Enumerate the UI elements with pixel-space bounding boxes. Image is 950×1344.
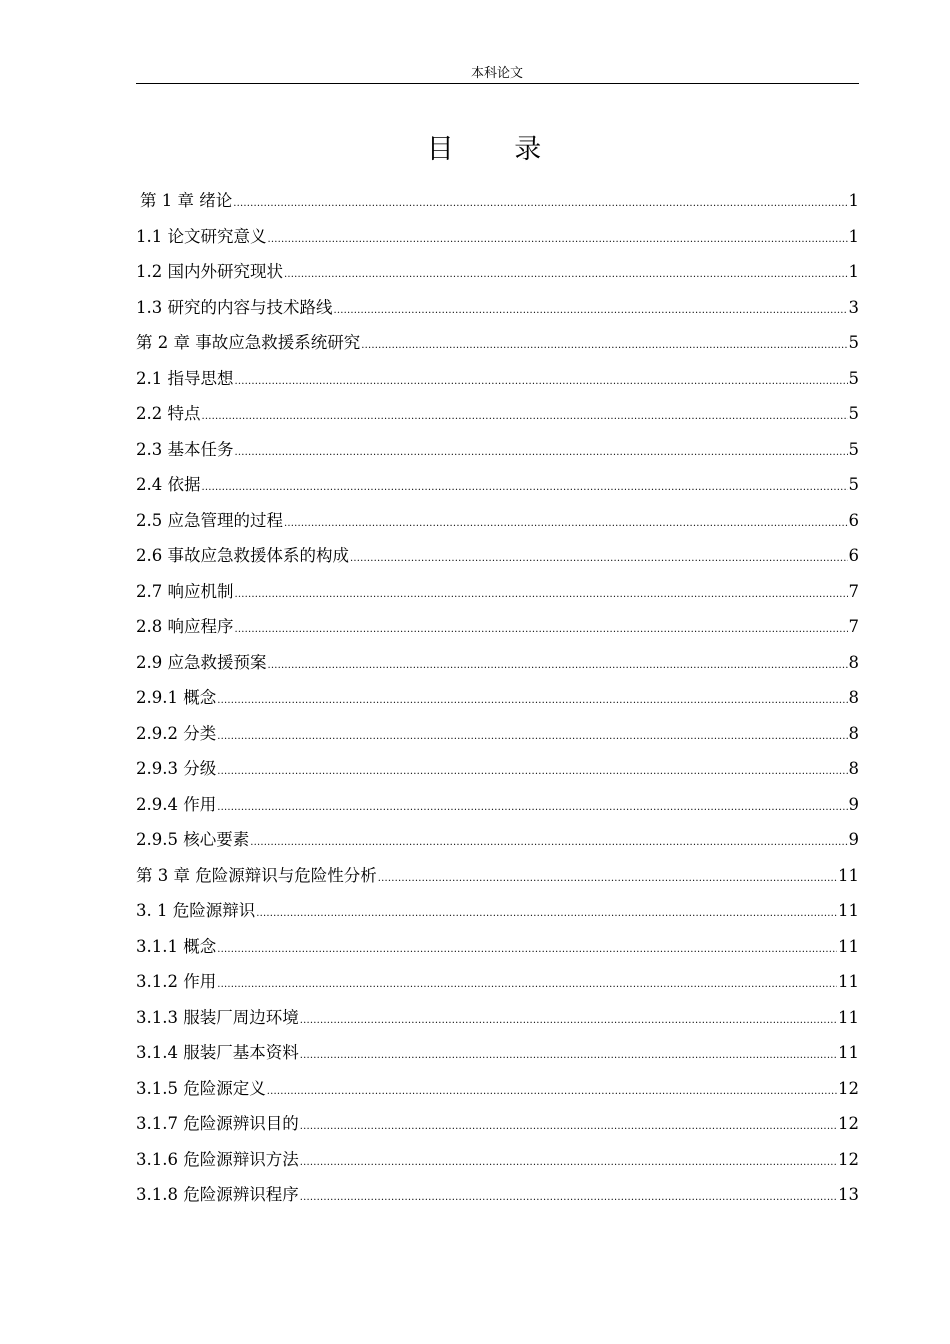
toc-entry-label: 3.1.8 危险源辨识程序 xyxy=(136,1185,299,1204)
toc-entry-page: 13 xyxy=(838,1185,859,1204)
toc-entry-label: 1.3 研究的内容与技术路线 xyxy=(136,297,333,317)
toc-entry[interactable] xyxy=(136,396,859,432)
toc-entry-page: 12 xyxy=(838,1149,859,1169)
toc-entry[interactable] xyxy=(136,361,859,397)
toc-entry-page: 8 xyxy=(848,652,859,672)
toc-entry-page: 5 xyxy=(848,475,859,494)
toc-entry-label: 3.1.7 危险源辨识目的 xyxy=(136,1114,299,1133)
toc-entry[interactable] xyxy=(136,467,859,503)
toc-entry[interactable] xyxy=(136,1035,859,1071)
toc-leader-dots xyxy=(233,186,847,222)
toc-leader-dots xyxy=(235,612,848,648)
toc-entry[interactable] xyxy=(136,858,859,894)
toc-entry-label: 2.6 事故应急救援体系的构成 xyxy=(136,546,349,565)
toc-leader-dots xyxy=(300,1145,837,1181)
toc-entry[interactable] xyxy=(136,1071,859,1107)
toc-leader-dots xyxy=(378,861,837,897)
toc-entry[interactable] xyxy=(136,432,859,468)
toc-entry-page: 8 xyxy=(848,759,859,778)
toc-entry-label: 2.9.2 分类 xyxy=(136,723,217,743)
toc-entry[interactable] xyxy=(136,574,859,610)
toc-entry-label: 3.1.6 危险源辩识方法 xyxy=(136,1149,299,1169)
toc-entry-label: 2.3 基本任务 xyxy=(136,439,234,459)
toc-leader-dots xyxy=(217,719,847,755)
toc-entry-page: 6 xyxy=(848,510,859,530)
toc-entry-page: 1 xyxy=(848,191,859,210)
toc-entry-label: 第 1 章 绪论 xyxy=(140,191,233,210)
toc-entry-page: 5 xyxy=(848,439,859,459)
toc-entry-page: 11 xyxy=(838,936,859,956)
toc-leader-dots xyxy=(217,932,837,968)
toc-entry-page: 11 xyxy=(838,1043,859,1062)
toc-entry-page: 8 xyxy=(848,723,859,743)
toc-entry[interactable] xyxy=(136,503,859,539)
toc-entry[interactable] xyxy=(136,964,859,1000)
toc-entry-label: 1.2 国内外研究现状 xyxy=(136,262,283,281)
toc-entry-label: 1.1 论文研究意义 xyxy=(136,226,267,246)
toc-leader-dots xyxy=(300,1003,837,1039)
toc-leader-dots xyxy=(268,648,848,684)
toc-entry[interactable] xyxy=(136,1177,859,1213)
toc-entry[interactable] xyxy=(136,325,859,361)
toc-leader-dots xyxy=(235,435,848,471)
toc-entry-page: 7 xyxy=(848,581,859,601)
toc-entry-label: 2.4 依据 xyxy=(136,475,201,494)
toc-leader-dots xyxy=(256,896,837,932)
toc-entry-page: 5 xyxy=(848,404,859,423)
toc-leader-dots xyxy=(284,506,848,542)
toc-entry[interactable] xyxy=(136,538,859,574)
toc-leader-dots xyxy=(202,470,848,506)
toc-leader-dots xyxy=(235,577,848,613)
toc-entry[interactable] xyxy=(136,645,859,681)
toc-entry-label: 2.5 应急管理的过程 xyxy=(136,510,283,530)
toc-entry-page: 11 xyxy=(838,1007,859,1027)
toc-leader-dots xyxy=(202,399,848,435)
toc-entry-page: 9 xyxy=(848,794,859,814)
toc-leader-dots xyxy=(361,328,847,364)
toc-entry-label: 2.9.4 作用 xyxy=(136,794,217,814)
toc-leader-dots xyxy=(267,1074,837,1110)
toc-leader-dots xyxy=(300,1180,837,1216)
toc-leader-dots xyxy=(217,790,847,826)
toc-leader-dots xyxy=(350,541,848,577)
toc-entry-page: 5 xyxy=(848,368,859,388)
toc-entry[interactable] xyxy=(136,680,859,716)
toc-entry[interactable] xyxy=(136,254,859,290)
toc-leader-dots xyxy=(217,754,847,790)
toc-leader-dots xyxy=(284,257,848,293)
toc-leader-dots xyxy=(334,293,848,329)
toc-entry-page: 5 xyxy=(848,333,859,352)
toc-entry-page: 11 xyxy=(838,972,859,991)
toc-entry[interactable] xyxy=(136,219,859,255)
toc-entry-page: 1 xyxy=(848,262,859,281)
toc-leader-dots xyxy=(300,1038,837,1074)
toc-entry[interactable] xyxy=(136,1000,859,1036)
toc-entry[interactable] xyxy=(136,1106,859,1142)
toc-entry-page: 11 xyxy=(838,901,859,920)
toc-entry-page: 7 xyxy=(848,617,859,636)
toc-entry-label: 2.2 特点 xyxy=(136,404,201,423)
toc-leader-dots xyxy=(268,222,848,258)
toc-entry[interactable] xyxy=(136,751,859,787)
toc-entry-page: 6 xyxy=(848,546,859,565)
toc-entry-label: 2.9.5 核心要素 xyxy=(136,830,250,849)
toc-entry[interactable] xyxy=(136,822,859,858)
toc-entry-label: 2.9.3 分级 xyxy=(136,759,217,778)
toc-entry[interactable] xyxy=(136,183,859,219)
toc-entry-label: 2.8 响应程序 xyxy=(136,617,234,636)
toc-entry-page: 12 xyxy=(838,1114,859,1133)
toc-entry[interactable] xyxy=(136,290,859,326)
toc-entry-label: 3. 1 危险源辩识 xyxy=(136,901,256,920)
running-header: 本科论文 xyxy=(470,66,523,81)
toc-entry-page: 12 xyxy=(838,1078,859,1098)
toc-leader-dots xyxy=(250,825,847,861)
toc-entry[interactable] xyxy=(136,716,859,752)
toc-leader-dots xyxy=(217,683,847,719)
toc-entry[interactable] xyxy=(136,893,859,929)
toc-entry-page: 3 xyxy=(848,297,859,317)
toc-entry-label: 2.9.1 概念 xyxy=(136,688,217,707)
toc-entry[interactable] xyxy=(136,1142,859,1178)
toc-entry-page: 9 xyxy=(848,830,859,849)
toc-entry-label: 2.7 响应机制 xyxy=(136,581,234,601)
toc-leader-dots xyxy=(235,364,848,400)
toc-entry-label: 3.1.2 作用 xyxy=(136,972,217,991)
toc-leader-dots xyxy=(300,1109,837,1145)
toc-entry-label: 3.1.3 服装厂周边环境 xyxy=(136,1007,299,1027)
toc-leader-dots xyxy=(217,967,837,1003)
toc-title: 目 录 xyxy=(426,134,568,165)
toc-entry[interactable] xyxy=(136,609,859,645)
toc-entry-label: 3.1.4 服装厂基本资料 xyxy=(136,1043,299,1062)
toc-entry-label: 第 3 章 危险源辩识与危险性分析 xyxy=(136,865,377,885)
toc-entry-page: 11 xyxy=(838,865,859,885)
toc-entry-label: 2.9 应急救援预案 xyxy=(136,652,267,672)
toc-entry[interactable] xyxy=(136,787,859,823)
toc-entry-label: 3.1.5 危险源定义 xyxy=(136,1078,266,1098)
toc-entry-label: 第 2 章 事故应急救援系统研究 xyxy=(136,333,361,352)
toc-entry-page: 8 xyxy=(848,688,859,707)
table-of-contents xyxy=(136,183,859,1213)
toc-entry-label: 3.1.1 概念 xyxy=(136,936,217,956)
toc-entry-page: 1 xyxy=(848,226,859,246)
toc-entry[interactable] xyxy=(136,929,859,965)
toc-entry-label: 2.1 指导思想 xyxy=(136,368,234,388)
header-rule xyxy=(136,83,859,84)
